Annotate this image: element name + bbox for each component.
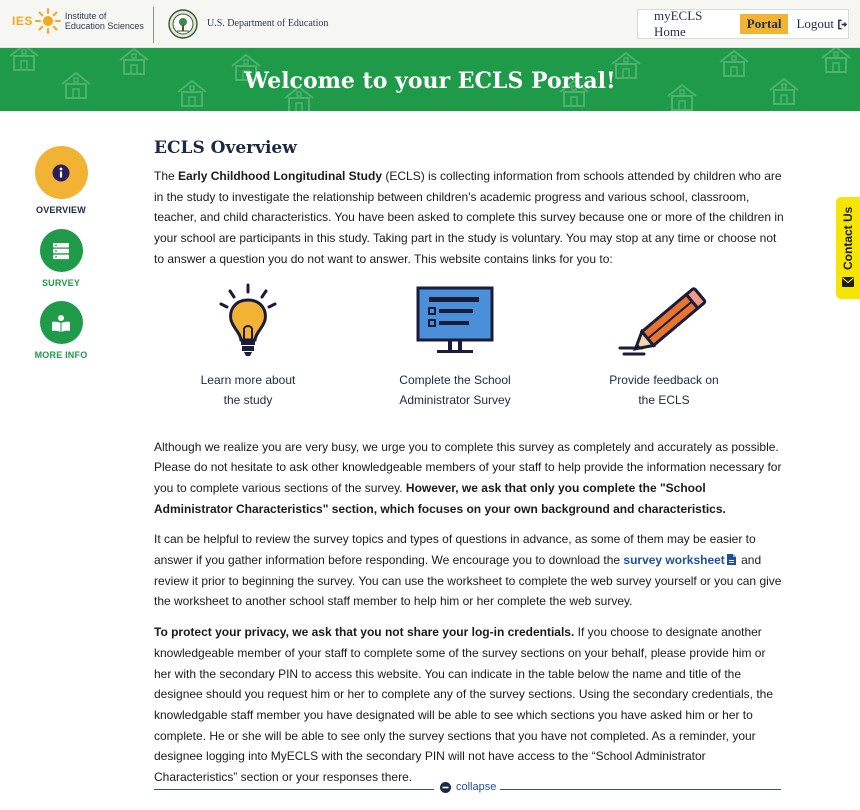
sidenav-item-survey[interactable] [28,229,94,288]
top-header [0,0,860,48]
page-title: ECLS Overview [154,138,297,158]
privacy-paragraph [154,622,784,788]
ies-name-line1: Institute of [64,11,107,21]
sidenav-label-overview: OVERVIEW [36,205,86,215]
feature-label-learn [163,370,333,410]
urge-paragraph [154,437,784,520]
sidenav-item-overview[interactable] [28,146,94,215]
ies-name-line2: Education Sciences [64,21,144,31]
ies-letters: IES [12,14,33,28]
feature-feedback-line2: the ECLS [638,392,690,407]
overview-circle [35,146,88,199]
feature-learn-more[interactable] [163,282,333,410]
minus-circle-icon [440,782,451,793]
intro-study-name: Early Childhood Longitudinal Study [178,169,383,183]
contact-us-label: Contact Us [841,206,855,270]
worksheet-paragraph [154,529,784,612]
main-content [154,138,784,788]
doe-name[interactable]: U.S. Department of Education [207,18,329,29]
survey-stack-icon [52,242,70,260]
more-info-circle [40,301,83,344]
logout-link[interactable] [796,16,848,32]
intro-rest: (ECLS) is collecting information from schools attended by children who are in the study to investigate the relationship between children's academic progress and various school, classroom, teacher, and child characteristics. You have been asked to complete this survey because one or more of the children in your school are participants in this study. Taking part in the study is voluntary. You may stop at any time or choose not to answer a question you do not want to answer. This website contains links for you to: [154,169,784,266]
sidenav-label-survey: SURVEY [41,278,81,288]
lightbulb-icon [213,282,283,362]
intro-pre: The [154,169,179,183]
reader-book-icon [51,314,71,332]
envelope-icon [842,277,854,287]
feature-feedback-line1: Provide feedback on [609,372,719,387]
logout-label: Logout [796,16,834,31]
privacy-text: If you choose to designate another knowledgeable member of your staff to complete some of the survey sections on your behalf, please provide him or her with the secondary PIN to access this website. You can indicate in the table below the name and title of the designee should you request him or her to complete any of the survey sections. Using the secondary credentials, the knowledgable staff member you have designated will be able to see which sections you have asked him or her to complete. He or she will be able to see only the survey sections that you have not completed. As a reminder, your designee logging into MyECLS with the secondary PIN will not have access to the “School Administrator Characteristics” section or your responses there. [154,625,774,785]
worksheet-post: and review it prior to beginning the survey. You can use the worksheet to complete the web survey yourself or you can give the worksheet to another school staff member to help him or her complete the web survey. [154,553,782,609]
urge-text: Although we realize you are very busy, we urge you to complete this survey as completely and accurately as possible. Please do not hesitate to ask other knowledgeable members of your staff to help provide the information necessary for you to complete various sections of the survey. [154,439,782,495]
contact-us-tab[interactable] [836,197,860,299]
myecls-home-link[interactable]: myECLS Home [654,8,703,39]
computer-monitor-icon [415,282,495,362]
collapse-button[interactable] [436,781,500,793]
collapse-label: collapse [456,781,497,793]
info-icon [52,164,70,182]
banner-title: Welcome to your ECLS Portal! [244,68,616,94]
feature-learn-line1: Learn more about [200,372,296,387]
intro-paragraph [154,166,784,270]
collapse-row [154,781,781,797]
portal-link[interactable]: Portal [740,14,789,34]
ies-sun-icon [35,8,61,34]
worksheet-pre: It can be helpful to review the survey topics and types of questions in advance, as some of them may be easier to answer if you gather information before responding. We encourage you to download the [154,532,756,568]
collapse-line-left [154,789,434,790]
urge-bold-text: However, we ask that only you complete the "School Administrator Characteristics" section, which focuses on your own background and characteristics. [154,480,726,516]
feature-label-feedback [579,370,749,410]
doe-seal-icon[interactable] [168,9,198,39]
ies-logo[interactable] [12,8,144,34]
collapse-line-right [499,789,781,790]
feature-links [154,282,784,430]
ies-name [65,11,144,31]
feature-learn-line2: the study [223,392,273,407]
pencil-icon [614,282,714,362]
feature-complete-survey[interactable] [370,282,540,410]
sidenav-item-more-info[interactable] [28,301,94,360]
survey-worksheet-link[interactable]: survey worksheet [623,553,725,568]
pdf-file-icon[interactable] [727,554,736,565]
feature-survey-line2: Administrator Survey [399,392,511,407]
top-nav [637,9,849,39]
welcome-banner [0,48,860,111]
header-divider [153,7,154,43]
feature-feedback[interactable] [579,282,749,410]
feature-survey-line1: Complete the School [399,372,511,387]
survey-circle [40,229,83,272]
logout-icon [837,19,848,30]
sidenav-label-more-info: MORE INFO [34,350,88,360]
privacy-bold-text: To protect your privacy, we ask that you not share your log-in credentials. [154,625,575,640]
feature-label-survey [370,370,540,410]
